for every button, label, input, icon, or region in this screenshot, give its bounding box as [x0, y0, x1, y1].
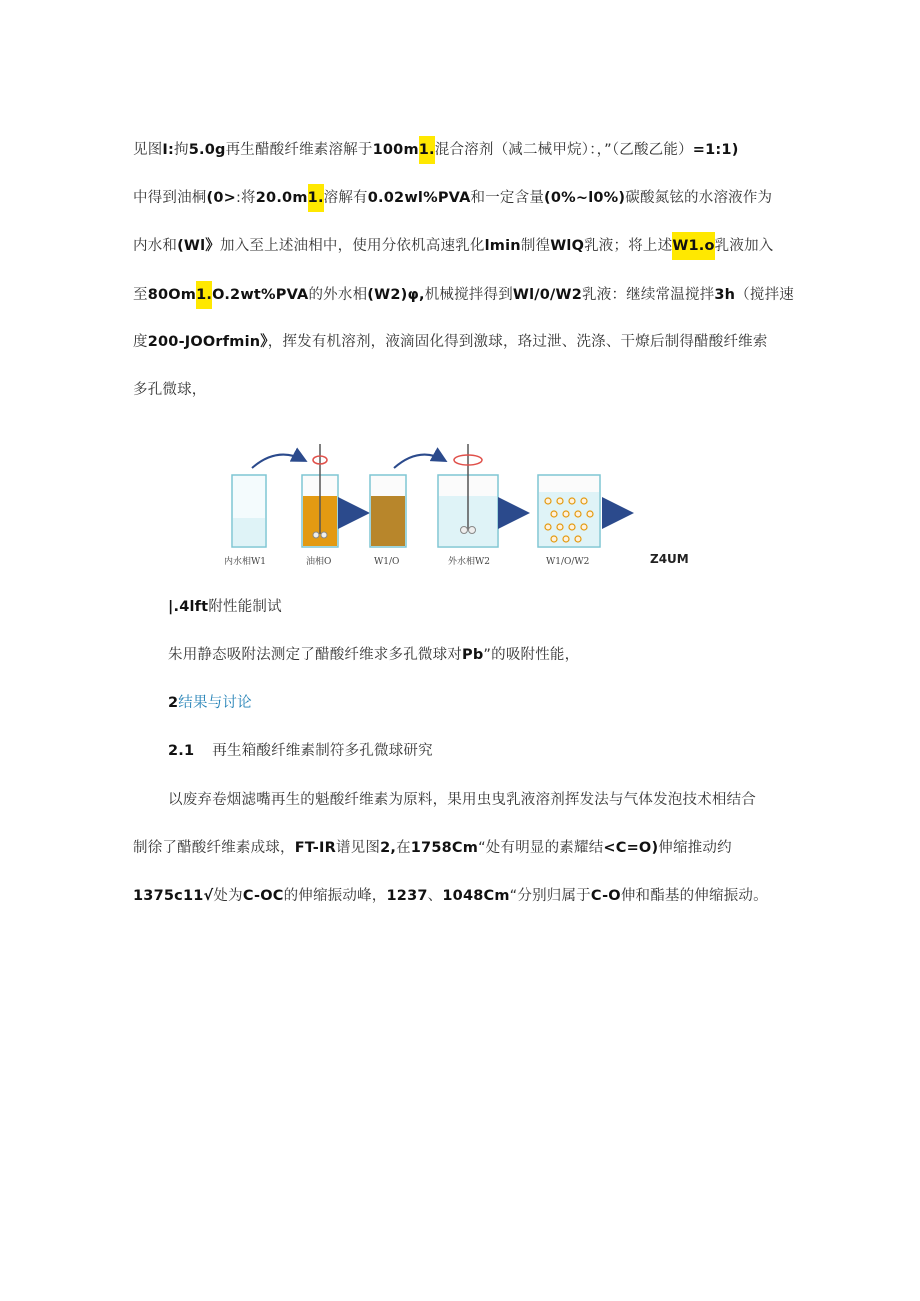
highlight-mark: 1. [308, 184, 324, 212]
text: 和一定含量 [470, 190, 545, 206]
text: :将 [235, 190, 256, 206]
text-bold: FT-IR [294, 840, 336, 856]
text-bold: 1237 [386, 888, 428, 904]
beaker-oil [302, 444, 338, 547]
text: 乳液；将上述 [584, 238, 673, 254]
text: （搅拌速 [735, 287, 794, 303]
text-bold: φ, [407, 287, 425, 303]
text: 处为 [213, 888, 243, 904]
para1-line1 [133, 138, 739, 159]
text-bold: 5.0g [188, 142, 226, 158]
text: “处有明显的素耀结 [478, 840, 604, 856]
curved-arrow-1 [252, 455, 304, 468]
text: 再生醋酸纤维素溶解于 [225, 142, 373, 158]
text-bold: 1758Cm [410, 840, 479, 856]
text-bold: (0%~l0%) [544, 190, 626, 206]
text-bold: lmin [484, 238, 521, 254]
para3-line3 [133, 884, 768, 905]
text-bold: 0.02wl%PVA [367, 190, 471, 206]
text-bold: 2, [380, 840, 397, 856]
text: 在 [396, 840, 411, 856]
beaker-w1o [370, 475, 406, 547]
text: 伸和酯基的伸缩振动。 [620, 888, 768, 904]
text-bold: |.4lft [168, 599, 209, 615]
caption-w1: 内水相W1 [224, 557, 266, 567]
beaker-w1ow2 [538, 475, 600, 547]
para1-line6 [133, 378, 207, 399]
caption-w1o: W1/O [374, 557, 400, 567]
text: 溶解有 [323, 190, 368, 206]
text-bold: 80Om [147, 287, 197, 303]
text-bold: 20.0m [255, 190, 308, 206]
text: 机械搅拌得到 [424, 287, 513, 303]
section-title: 结果与讨论 [178, 695, 252, 711]
beaker-w1 [232, 475, 266, 547]
text: 至 [133, 287, 148, 303]
text: 制徨 [520, 238, 551, 254]
text: 附性能制试 [208, 599, 282, 615]
text: 乳液加入 [714, 238, 774, 254]
text-bold: WlQ [550, 238, 585, 254]
text-bold: 1048Cm [442, 888, 510, 904]
caption-w1ow2: W1/O/W2 [546, 557, 590, 567]
highlight-mark: 1. [419, 136, 435, 164]
text: 、 [427, 888, 443, 904]
text: 的伸缩振动峰， [283, 888, 387, 904]
text: 度 [133, 334, 148, 350]
text-bold: C-OC [242, 888, 284, 904]
section-2-heading [168, 691, 252, 712]
figure-side-label: Z4UM [650, 552, 689, 566]
text: 内水和 [133, 238, 178, 254]
para1-line2 [133, 186, 772, 207]
process-figure [222, 438, 642, 572]
section-2-1-heading [168, 739, 433, 760]
text-bold: 1375c11√ [133, 888, 214, 904]
para2 [168, 643, 579, 664]
text-bold: C-O [590, 888, 621, 904]
text-bold: I: [162, 142, 174, 158]
text: 碳酸氮铉的水溶液作为 [625, 190, 773, 206]
section-title: 再生箱酸纤维素制符多孔微球研究 [212, 743, 433, 759]
text-bold: (0> [206, 190, 236, 206]
beaker-w2 [438, 444, 498, 547]
section-1-4-heading [168, 595, 282, 616]
text-bold: 3h [714, 287, 736, 303]
text: 制徐了醋酸纤维素成球， [133, 840, 295, 856]
para3-line1 [168, 788, 756, 809]
caption-w2: 外水相W2 [448, 557, 490, 567]
text: 的外水相 [308, 287, 368, 303]
text: “分别归属于 [509, 888, 591, 904]
section-number: 2 [168, 695, 179, 711]
text: ”的吸附性能， [483, 647, 580, 663]
text-bold: Wl/0/W2 [512, 287, 583, 303]
text-bold: <C=O) [603, 840, 659, 856]
para1-line5 [133, 330, 768, 351]
text-bold: (Wl》 [177, 238, 221, 254]
text: 混合溶剂（减二械甲烷）：，”（乙酸乙能） [434, 142, 693, 158]
highlight-mark: W1.o [672, 232, 714, 260]
text: 中得到油桐 [133, 190, 207, 206]
text-bold: (W2) [367, 287, 408, 303]
caption-oil: 油相O [306, 557, 332, 567]
text: 加入至上述油相中，使用分依机高速乳化 [220, 238, 485, 254]
text: 多孔微球， [133, 382, 207, 398]
para1-line3 [133, 234, 773, 255]
text: ，挥发有机溶剂，液滴固化得到激球，珞过泄、洗涤、干燎后制得醋酸纤维索 [267, 334, 768, 350]
text-bold: =1:1) [692, 142, 739, 158]
para1-line4 [133, 283, 794, 304]
text-bold: 200-JOOrfmin》 [147, 334, 268, 350]
curved-arrow-2 [394, 455, 444, 468]
section-number: 2.1 [168, 743, 195, 759]
text: 谱见图 [335, 840, 381, 856]
text: 见图 [133, 142, 163, 158]
text: 朱用静态吸附法测定了醋酸纤维求多孔微球对 [168, 647, 462, 663]
para3-line2 [133, 836, 732, 857]
text-bold: O.2wt%PVA [212, 287, 309, 303]
text: 伸缩推动约 [658, 840, 732, 856]
text: 乳液：继续常温搅拌 [582, 287, 715, 303]
highlight-mark: 1. [196, 281, 212, 309]
text: 拘 [174, 142, 189, 158]
text: 以废弃卷烟滤嘴再生的魁酸纤维素为原料，果用虫曳乳液溶剂挥发法与气体发泡技术相结合 [168, 792, 756, 808]
text-bold: Pb [462, 647, 484, 663]
text-bold: 100m [372, 142, 419, 158]
